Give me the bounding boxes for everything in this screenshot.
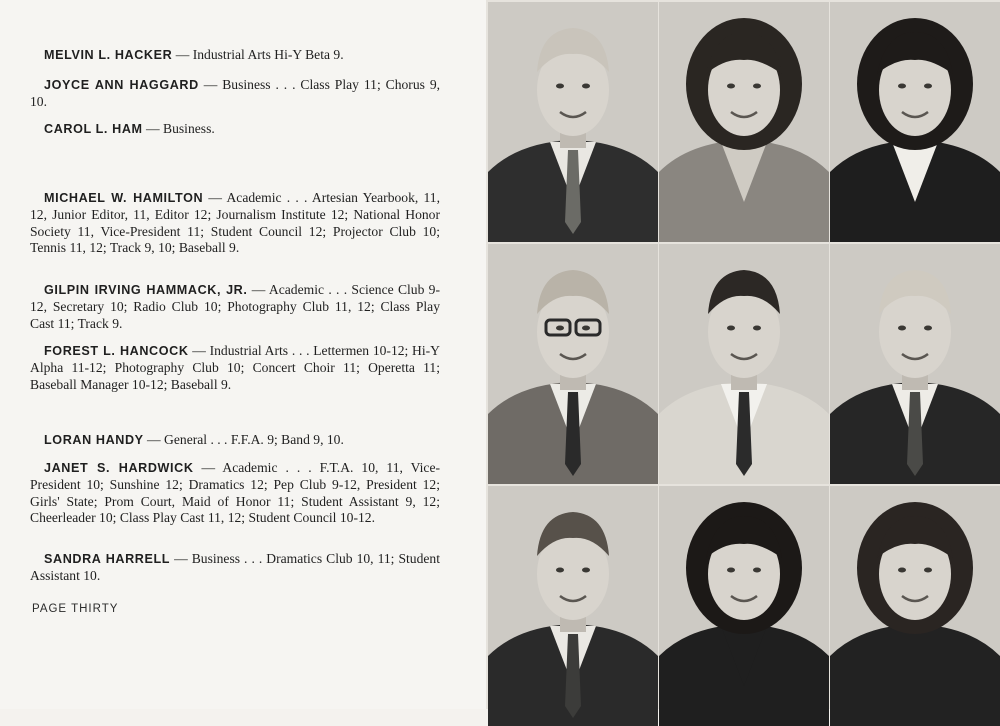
student-name: MELVIN L. HACKER (44, 48, 173, 62)
separator: — (203, 190, 227, 205)
eye-left (727, 568, 735, 573)
separator: — (247, 282, 269, 297)
separator: — (170, 551, 192, 566)
student-name: FOREST L. HANCOCK (44, 344, 189, 358)
eye-right (924, 84, 932, 89)
eye-right (924, 568, 932, 573)
portrait-photo (488, 486, 658, 726)
entry-handy (30, 432, 440, 449)
portrait-photo (488, 2, 658, 242)
portrait-drawing (488, 2, 658, 242)
eye-right (753, 568, 761, 573)
portrait-photo (659, 486, 829, 726)
separator: — (142, 121, 164, 136)
portrait-photo (830, 2, 1000, 242)
eye-left (556, 568, 564, 573)
portrait-drawing (830, 244, 1000, 484)
eye-right (582, 84, 590, 89)
text-page (0, 0, 486, 709)
entry-haggard (30, 77, 440, 111)
portrait-drawing (659, 2, 829, 242)
portrait-photo (488, 244, 658, 484)
entry-hancock (30, 343, 440, 393)
eye-left (898, 84, 906, 89)
eye-left (727, 326, 735, 331)
student-name: CAROL L. HAM (44, 122, 143, 136)
entry-hardwick (30, 460, 440, 527)
separator: — (193, 460, 223, 475)
page-number: PAGE THIRTY (32, 603, 119, 615)
student-name: SANDRA HARRELL (44, 552, 171, 566)
portrait-drawing (659, 486, 829, 726)
eye-left (727, 84, 735, 89)
eye-left (556, 326, 564, 331)
portrait-photo (830, 244, 1000, 484)
portrait-drawing (488, 486, 658, 726)
student-details: Business . . . Class Play 11; Chorus 9, 10. (30, 77, 441, 109)
student-details: Business. (163, 121, 215, 136)
student-details: Business . . . Dramatics Club 10, 11; Student Assistant 10. (30, 551, 440, 583)
student-details: Academic . . . F.T.A. 10, 11, Vice-President 10; Sunshine 12; Dramatics 12; Pep Club 9-12, President 12; Girls' State; Prom Court, Maid of Honor 11; Student Assistant 9, 12; Cheerleader 10; Class Play Cast 11, 12; Student Council 10-12. (30, 460, 441, 526)
separator: — (143, 432, 165, 447)
eye-left (898, 568, 906, 573)
student-details: Academic . . . Artesian Yearbook, 11, 12, Junior Editor, 11, Editor 12; Journalism Institute 12; National Honor Society 11, Vice-President 11; Student Council 12; Projector Club 10; Tennis 11, 12; Track 9, 10; Baseball 9. (30, 190, 441, 256)
eye-right (753, 326, 761, 331)
entry-hamilton (30, 190, 440, 257)
eye-right (924, 326, 932, 331)
student-name: LORAN HANDY (44, 433, 144, 447)
student-details: General . . . F.F.A. 9; Band 9, 10. (164, 432, 344, 447)
portrait-drawing (830, 486, 1000, 726)
separator: — (172, 47, 193, 62)
student-name: JANET S. HARDWICK (44, 461, 194, 475)
portrait-drawing (659, 244, 829, 484)
eye-right (582, 326, 590, 331)
photo-grid (486, 0, 1000, 709)
portrait-photo (830, 486, 1000, 726)
separator: — (198, 77, 223, 92)
portrait-drawing (830, 2, 1000, 242)
entry-harrell (30, 551, 440, 585)
student-name: JOYCE ANN HAGGARD (44, 78, 199, 92)
entry-ham (30, 121, 440, 138)
student-name: GILPIN IRVING HAMMACK, JR. (44, 283, 248, 297)
entry-hacker (30, 47, 440, 64)
student-details: Industrial Arts Hi-Y Beta 9. (192, 47, 344, 62)
entry-hammack (30, 282, 440, 332)
portrait-photo (659, 244, 829, 484)
portrait-drawing (488, 244, 658, 484)
eye-left (556, 84, 564, 89)
eye-right (582, 568, 590, 573)
separator: — (188, 343, 210, 358)
portrait-photo (659, 2, 829, 242)
student-details: Academic . . . Science Club 9-12, Secretary 10; Radio Club 10; Photography Club 11, 12; Class Play Cast 11; Track 9. (30, 282, 441, 331)
eye-right (753, 84, 761, 89)
eye-left (898, 326, 906, 331)
student-name: MICHAEL W. HAMILTON (44, 191, 204, 205)
student-details: Industrial Arts . . . Lettermen 10-12; Hi-Y Alpha 11-12; Photography Club 10; Concert Choir 11; Operetta 11; Baseball Manager 10-12; Baseball 9. (30, 343, 440, 392)
